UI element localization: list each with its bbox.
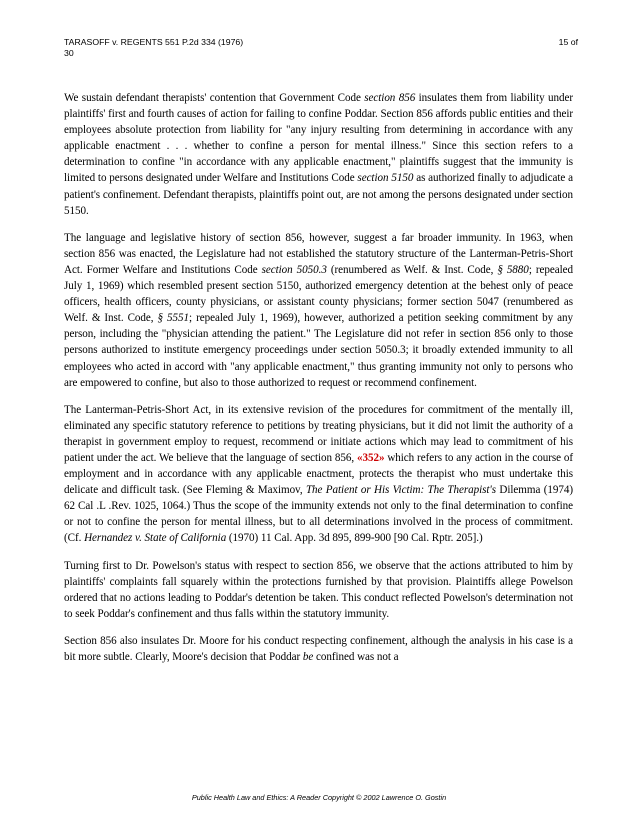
paragraph-1: We sustain defendant therapists' contention that Government Code section 856 insulates them from liability under plaintiffs' first and fourth causes of action for failing to confine Poddar. Section 856 affords public entities and their employees absolute protection from liability for "any injury resulting from determining in accordance with any applicable enactment . . . whether to confine a person for mental illness." Since this section refers to a determination to confine "in accordance with any applicable enactment," plaintiffs suggest that the immunity is limited to persons designated under Welfare and Institutions Code section 5150 as authorized finally to adjudicate a patient's confinement. Defendant therapists, plaintiffs point out, are not among the persons designated under section 5150. <box>64 92 573 217</box>
case-title: TARASOFF v. REGENTS 551 P.2d 334 (1976) <box>64 37 244 47</box>
paragraph-2: The language and legislative history of section 856, however, suggest a far broader immunity. In 1963, when section 856 was enacted, the Legislature had not established the statutory structure of the Lanterman-Petris-Short Act. Former Welfare and Institutions Code section 5050.3 (renumbered as Welf. & Inst. Code, § 5880; repealed July 1, 1969) which resembled present section 5150, authorized emergency detention at the behest only of peace officers, health officers, county physicians, or assistant county physicians; former section 5047 (renumbered as Welf. & Inst. Code, § 5551; repealed July 1, 1969), however, authorized a petition seeking commitment by any person, including the "physician attending the patient." The Legislature did not refer in section 856 only to those persons authorized to institute emergency proceedings under section 5050.3; it broadly extended immunity to all employees who acted in accord with "any applicable enactment," thus granting immunity not only to persons who are empowered to confine, but also to those authorized to request or recommend confinement. <box>64 231 573 389</box>
statute-link[interactable]: section 5150 <box>357 172 414 185</box>
paragraph-5: Section 856 also insulates Dr. Moore for his conduct respecting confinement, although the analysis in his case is a bit more subtle. Clearly, Moore's decision that Poddar be confined was not a <box>64 634 573 663</box>
statute-link[interactable]: section 5050.3 <box>261 263 327 276</box>
statute-link[interactable]: section 856 <box>364 92 416 104</box>
page-footer <box>0 793 638 802</box>
page-number: 15 of <box>558 37 578 47</box>
paragraph-3: The Lanterman-Petris-Short Act, in its extensive revision of the procedures for commitment of the mentally ill, eliminated any specific statutory reference to petitions by treating physicians, but it did not limit the authority of a therapist in government employ to request, recommend or initiate actions which may lead to commitment of his patient under the act. We believe that the language of section 856, «352» which refers to any action in the course of employment and in accordance with any applicable enactment, protects the therapist who must undertake this delicate and difficult task. (See Fleming & Maximov, The Patient or His Victim: The Therapist's Dilemma (1974) 62 Cal .L .Rev. 1025, 1064.) Thus the scope of the immunity extends not only to the final determination to confine or not to confine the person for mental illness, but to all determinations involved in the process of commitment. (Cf. Hernandez v. State of California (1970) 11 Cal. App. 3d 895, 899-900 [90 Cal. Rptr. 205].) <box>64 403 573 545</box>
page-header <box>64 37 578 59</box>
emphasis: be <box>302 651 314 663</box>
statute-link[interactable]: § 5551 <box>157 312 190 325</box>
case-citation-link[interactable]: Hernandez v. State of California <box>84 532 227 545</box>
paragraph-4: Turning first to Dr. Powelson's status with respect to section 856, we observe that the actions attributed to him by plaintiffs' complaints fall squarely within the protections furnished by that provision. Plaintiffs allege Powelson ordered that no actions leading to Poddar's detention be taken. This conduct reflected Powelson's determination not to seek Poddar's confinement and thus falls within the statutory immunity. <box>64 559 573 620</box>
citation-title: The Patient or His Victim: The Therapist's <box>305 484 497 497</box>
page-pin-cite: «352» <box>356 451 385 464</box>
total-pages: 30 <box>64 48 74 58</box>
statute-link[interactable]: § 5880 <box>497 263 529 276</box>
footer-copyright: Public Health Law and Ethics: A Reader Copyright © 2002 Lawrence O. Gostin <box>191 793 447 802</box>
opinion-body <box>64 90 573 676</box>
